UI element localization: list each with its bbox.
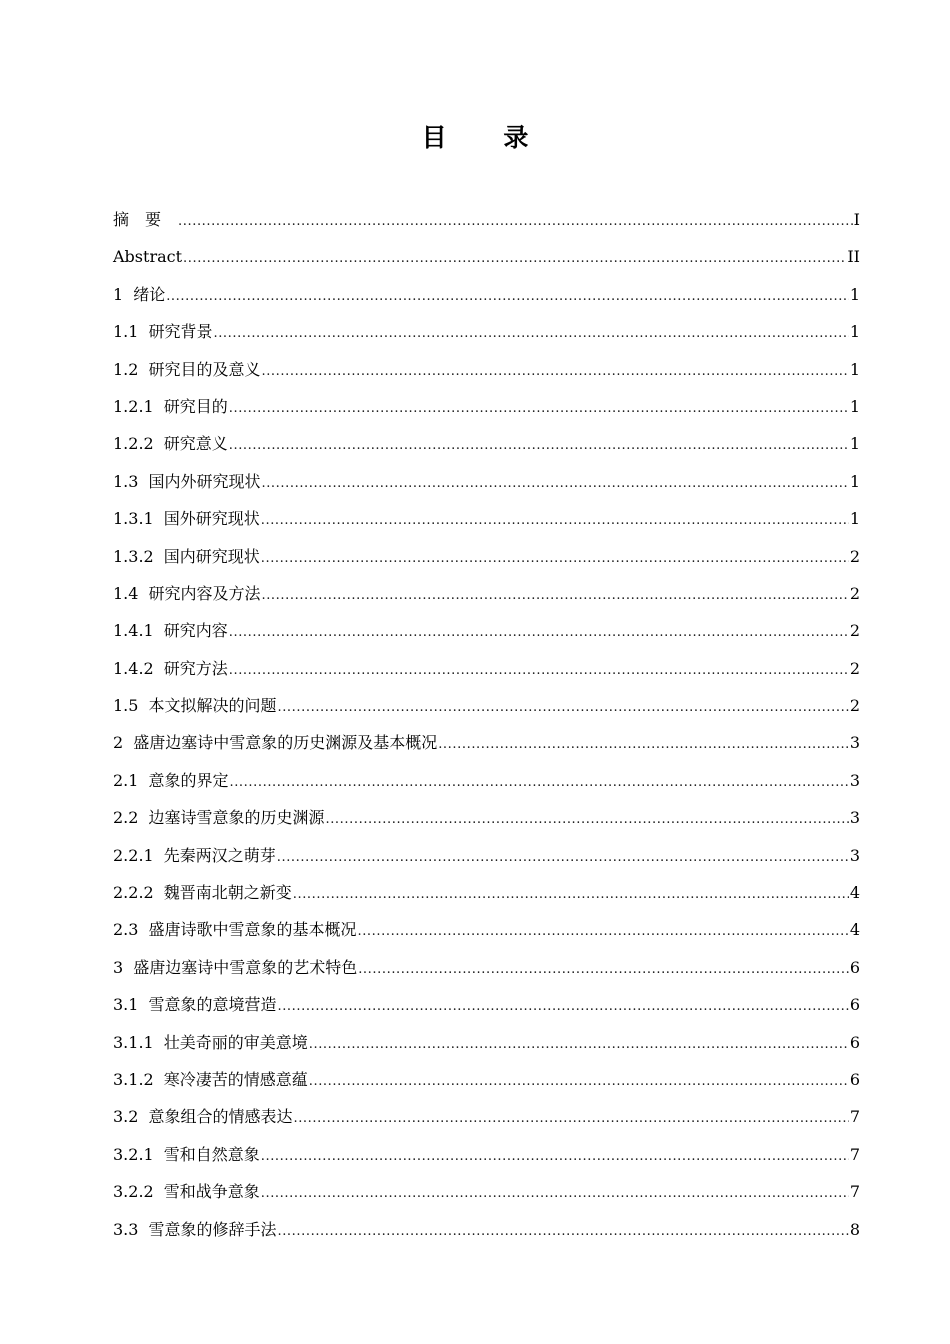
toc-entry[interactable] [113,313,860,350]
toc-entry-label: 研究目的及意义 [148,359,261,379]
toc-title: 目 录 [421,123,553,152]
dot-leader [183,240,846,277]
toc-entry-page-number: 1 [849,509,860,529]
toc-entry-label: 魏晋南北朝之新变 [163,883,292,903]
toc-entry[interactable] [113,1136,860,1173]
dot-leader [309,1026,849,1063]
dot-leader [178,203,853,240]
dot-leader [261,502,849,539]
toc-entry-page-number: 3 [849,845,860,865]
toc-entry[interactable] [113,724,860,761]
toc-entry-number: 1 [113,284,124,304]
dot-leader [293,1100,848,1137]
toc-entry-page-number: 3 [849,733,860,753]
toc-entry-label: 国内外研究现状 [148,471,261,491]
toc-entry-page-number: 4 [849,920,860,940]
toc-entry[interactable] [113,425,860,462]
toc-entry-label: 研究内容及方法 [148,583,261,603]
dot-leader [277,1213,848,1250]
toc-entry-number: 1.5 [113,696,139,716]
toc-entry-number: 2.3 [113,920,139,940]
toc-entry[interactable] [113,911,860,948]
toc-entry-label: 研究目的 [163,396,228,416]
toc-entry-page-number: 2 [849,621,860,641]
dot-leader [325,801,848,838]
toc-entry-number: 3.2 [113,1107,139,1127]
dot-leader [166,278,849,315]
toc-entry-label: 盛唐边塞诗中雪意象的历史渊源及基本概况 [133,733,438,753]
toc-entry-number: 2 [113,733,124,753]
toc-entry[interactable] [113,238,860,275]
toc-entry-page-number: II [847,247,860,267]
toc-entry-page-number: 6 [849,1069,860,1089]
toc-list [113,201,860,1248]
toc-entry-number: 1.1 [113,322,139,342]
toc-entry-page-number: 8 [849,1219,860,1239]
toc-entry-number: 1.2 [113,359,139,379]
dot-leader [261,577,848,614]
toc-entry-number: 1.3.1 [113,509,154,529]
toc-entry-page-number: 2 [849,696,860,716]
toc-entry[interactable] [113,874,860,911]
toc-entry[interactable] [113,762,860,799]
toc-entry-label: 研究意义 [163,434,228,454]
toc-entry-number: 1.4 [113,583,139,603]
dot-leader [261,1138,849,1175]
toc-entry[interactable] [113,351,860,388]
dot-leader [229,652,849,689]
toc-entry[interactable] [113,799,860,836]
dot-leader [293,876,849,913]
toc-entry[interactable] [113,276,860,313]
dot-leader [309,1063,849,1100]
dot-leader [357,913,848,950]
dot-leader [229,390,849,427]
toc-entry[interactable] [113,388,860,425]
toc-entry[interactable] [113,612,860,649]
toc-entry-page-number: 7 [849,1144,860,1164]
toc-entry-number: 2.2.2 [113,883,154,903]
toc-entry-page-number: I [853,210,860,229]
toc-entry-label: 雪和自然意象 [163,1144,260,1164]
dot-leader [213,315,848,352]
toc-entry-label: 国外研究现状 [163,509,260,529]
toc-entry-page-number: 3 [849,808,860,828]
toc-entry-label: 摘要 [113,210,178,229]
toc-entry[interactable] [113,837,860,874]
toc-entry[interactable] [113,500,860,537]
dot-leader [229,427,849,464]
toc-entry-number: 2.1 [113,770,139,790]
toc-entry[interactable] [113,463,860,500]
toc-entry-number: 3.2.1 [113,1144,154,1164]
toc-entry-number: 3.1.1 [113,1032,154,1052]
toc-entry-page-number: 4 [849,883,860,903]
dot-leader [261,465,848,502]
toc-entry-label: 研究方法 [163,658,228,678]
dot-leader [261,1175,849,1212]
toc-entry-label: 先秦两汉之萌芽 [163,845,276,865]
dot-leader [438,726,849,763]
toc-entry-label: 意象的界定 [148,770,229,790]
toc-entry[interactable] [113,650,860,687]
toc-entry-number: 1.3 [113,471,139,491]
toc-entry-number: 3 [113,957,124,977]
toc-entry-page-number: 7 [849,1182,860,1202]
toc-entry-page-number: 6 [849,1032,860,1052]
toc-entry-number: 3.3 [113,1219,139,1239]
toc-entry[interactable] [113,1211,860,1248]
dot-leader [277,988,848,1025]
toc-entry-label: 雪和战争意象 [163,1182,260,1202]
dot-leader [229,614,849,651]
toc-entry-label: Abstract [113,247,183,267]
toc-entry[interactable] [113,575,860,612]
toc-entry-page-number: 1 [849,359,860,379]
toc-entry-number: 3.1 [113,995,139,1015]
toc-entry-label: 绪论 [133,284,166,304]
toc-entry-label: 研究内容 [163,621,228,641]
toc-entry-number: 3.1.2 [113,1069,154,1089]
dot-leader [277,839,849,876]
toc-entry-number: 1.4.2 [113,658,154,678]
toc-entry-label: 本文拟解决的问题 [148,696,277,716]
toc-entry-number: 1.4.1 [113,621,154,641]
toc-entry[interactable] [113,1061,860,1098]
toc-entry-label: 壮美奇丽的审美意境 [163,1032,308,1052]
toc-entry-label: 寒冷凄苦的情感意蕴 [163,1069,308,1089]
dot-leader [261,353,848,390]
toc-entry-page-number: 1 [849,284,860,304]
toc-entry-number: 1.2.2 [113,434,154,454]
toc-entry-label: 研究背景 [148,322,213,342]
toc-entry-page-number: 2 [849,583,860,603]
toc-entry[interactable] [113,1024,860,1061]
toc-entry[interactable] [113,201,860,238]
dot-leader [229,764,848,801]
toc-entry-page-number: 2 [849,546,860,566]
toc-entry[interactable] [113,1173,860,1210]
toc-entry[interactable] [113,1098,860,1135]
toc-entry[interactable] [113,687,860,724]
toc-entry[interactable] [113,986,860,1023]
toc-entry-page-number: 1 [849,396,860,416]
toc-entry-label: 意象组合的情感表达 [148,1107,293,1127]
toc-entry-number: 1.2.1 [113,396,154,416]
toc-entry-label: 边塞诗雪意象的历史渊源 [148,808,325,828]
toc-entry-number: 1.3.2 [113,546,154,566]
toc-entry-page-number: 1 [849,322,860,342]
toc-entry-label: 盛唐边塞诗中雪意象的艺术特色 [133,957,358,977]
toc-entry-label: 盛唐诗歌中雪意象的基本概况 [148,920,357,940]
toc-entry-page-number: 6 [849,957,860,977]
dot-leader [277,689,848,726]
toc-entry-number: 2.2 [113,808,139,828]
toc-entry-number: 2.2.1 [113,845,154,865]
toc-entry-page-number: 7 [849,1107,860,1127]
toc-entry[interactable] [113,949,860,986]
toc-entry-label: 雪意象的意境营造 [148,995,277,1015]
toc-entry-label: 雪意象的修辞手法 [148,1219,277,1239]
toc-entry-number: 3.2.2 [113,1182,154,1202]
toc-entry-page-number: 3 [849,770,860,790]
dot-leader [261,540,849,577]
toc-entry-label: 国内研究现状 [163,546,260,566]
toc-entry-page-number: 2 [849,658,860,678]
toc-entry[interactable] [113,538,860,575]
dot-leader [358,951,849,988]
toc-entry-page-number: 6 [849,995,860,1015]
toc-entry-page-number: 1 [849,434,860,454]
toc-entry-page-number: 1 [849,471,860,491]
